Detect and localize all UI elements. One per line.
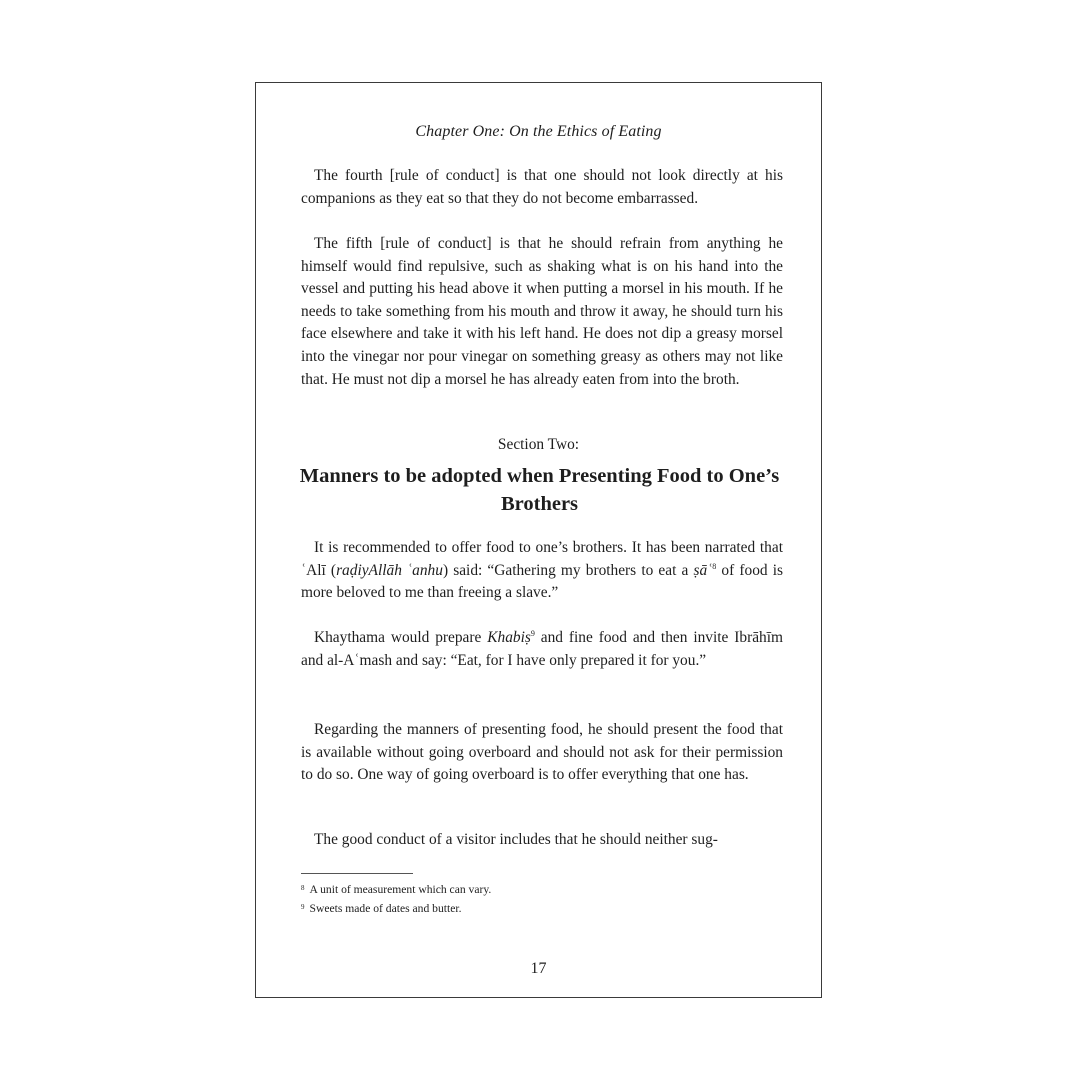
paragraph-khaythama [301, 627, 783, 672]
footnote-text-8: A unit of measurement which can vary. [309, 883, 492, 896]
footnote-divider [301, 873, 413, 874]
running-head: Chapter One: On the Ethics of Eating [415, 123, 662, 140]
khaythama-text-before: Khaythama would prepare [314, 629, 488, 646]
khaythama-term-khabis: Khabiṣ [487, 629, 531, 646]
ali-text-after: of food is more beloved to me than freeing a slave.” [301, 561, 784, 602]
ali-text-before: It is recommended to offer food to one’s brothers. It has been narrated that ʿAlī ( [301, 539, 783, 579]
section-label: Section Two: [497, 436, 580, 453]
footnote-mark-9: 9 [301, 902, 305, 911]
footnotes [301, 880, 783, 917]
footnote-text-9: Sweets made of dates and butter. [309, 901, 462, 915]
footnote-mark-8: 8 [301, 884, 305, 892]
book-page [255, 82, 822, 998]
footnote-8 [301, 880, 783, 899]
paragraph-ali-narration [301, 537, 783, 605]
paragraph-visitor-conduct: The good conduct of a visitor includes that he should neither sug- [314, 831, 718, 848]
khaythama-text-after: and fine food and then invite Ibrāhīm and al-Aʿmash and say: “Eat, for I have only prepared it for you.” [301, 629, 783, 669]
footnote-9 [301, 899, 783, 918]
footnote-ref-8[interactable]: 8 [712, 561, 717, 571]
paragraph-fifth-rule: The fifth [rule of conduct] is that he should refrain from anything he himself would find repulsive, such as shaking what is on his hand into the vessel and putting his head above it when putting a morsel in his mouth. If he needs to take something from his mouth and throw it away, he should turn his face elsewhere and take it with his left hand. He does not dip a greasy morsel into the vinegar nor pour vinegar on something greasy as others may not like that. He must not dip a morsel he has already eaten from into the broth. [301, 235, 783, 388]
ali-text-middle: ) said: “Gathering my brothers to eat a [442, 561, 694, 579]
footnote-ref-9[interactable]: 9 [530, 629, 535, 638]
paragraph-fourth-rule: The fourth [rule of conduct] is that one should not look directly at his companions as they eat so that they do not become embarrassed. [301, 167, 783, 207]
page-number: 17 [530, 960, 547, 977]
ali-honorific: raḍiyAllāh ʿanhu [336, 561, 443, 579]
paragraph-presenting-manners: Regarding the manners of presenting food, he should present the food that is available without going overboard and should not ask for their permission to do so. One way of going overboard is to offer everything that one has. [301, 721, 783, 784]
section-title: Manners to be adopted when Presenting Food to One’s Brothers [299, 465, 780, 515]
ali-term-sa: ṣāʿ [693, 561, 713, 579]
